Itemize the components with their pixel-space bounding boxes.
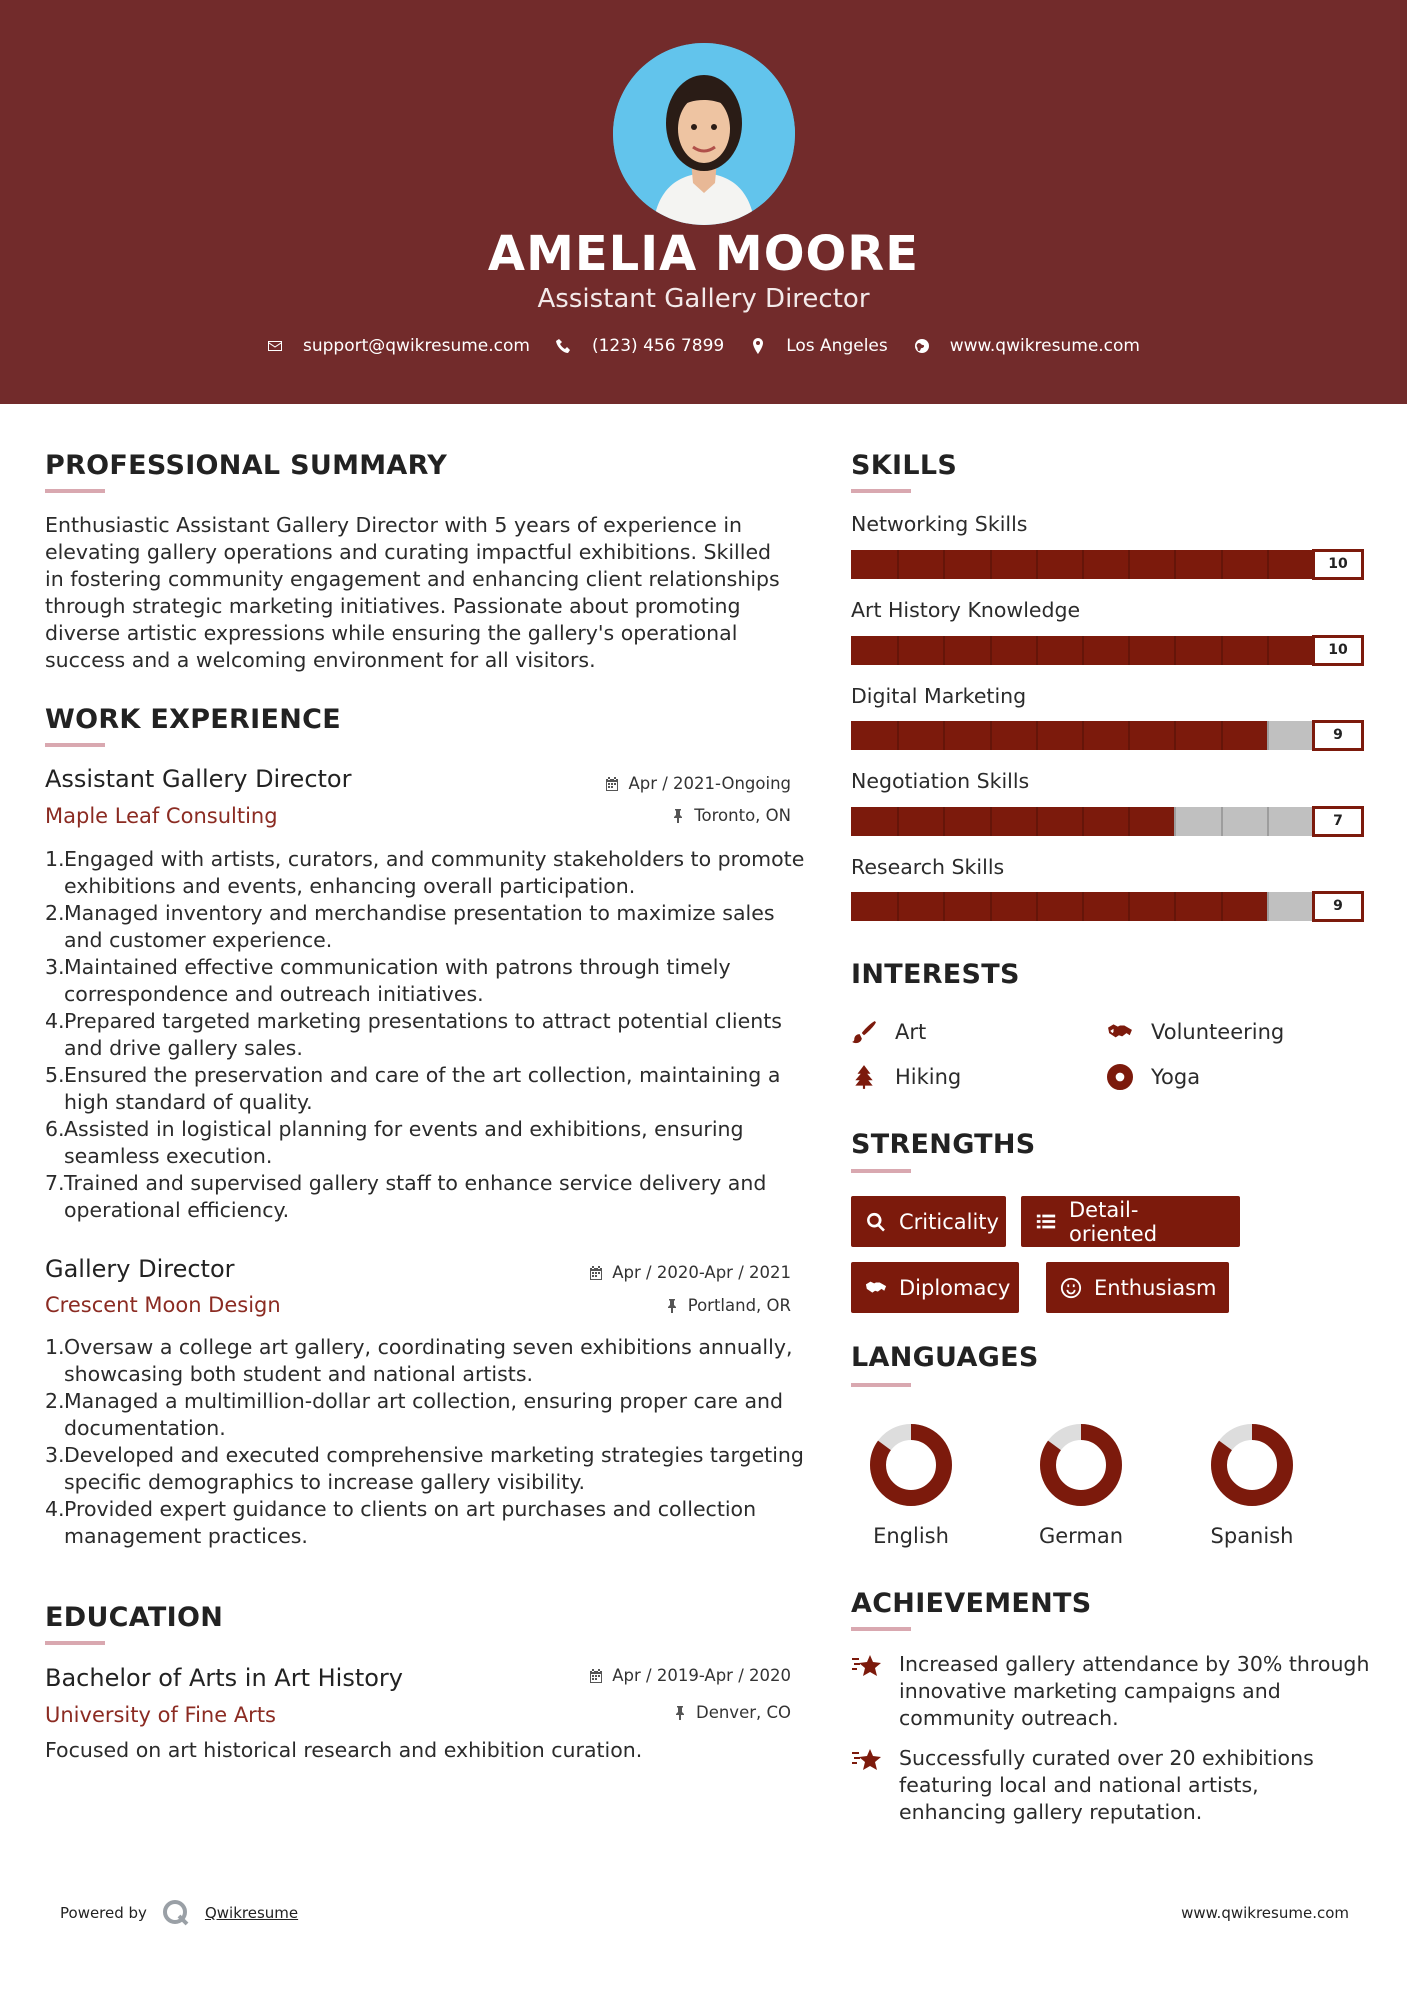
- education-date: [588, 1666, 791, 1685]
- skill-segment-divider: [897, 550, 899, 579]
- paintbrush-icon: [851, 1019, 877, 1045]
- skill-segment-divider: [943, 636, 945, 665]
- job-date-text: Apr / 2021-Ongoing: [628, 774, 791, 793]
- job-company: Maple Leaf Consulting: [45, 804, 278, 828]
- skill-segment-divider: [990, 807, 992, 836]
- pushpin-icon: [670, 808, 686, 824]
- candidate-name: AMELIA MOORE: [487, 226, 920, 282]
- job-location-text: Toronto, ON: [694, 806, 791, 825]
- skill-segment-divider: [897, 636, 899, 665]
- summary-heading: PROFESSIONAL SUMMARY: [45, 450, 448, 481]
- interest-item: Art: [851, 1019, 926, 1045]
- achievements-rule: [851, 1627, 911, 1631]
- skill-segment-divider: [1128, 721, 1130, 750]
- education-location-text: Denver, CO: [695, 1703, 791, 1722]
- skill-label: Art History Knowledge: [851, 598, 1081, 622]
- skill-fill: [851, 807, 1174, 836]
- candidate-title: Assistant Gallery Director: [537, 284, 870, 314]
- footer-url[interactable]: www.qwikresume.com: [1181, 1904, 1349, 1922]
- contact-phone[interactable]: [556, 336, 724, 356]
- calendar-icon: [588, 1265, 604, 1281]
- skill-segment-divider: [1036, 721, 1038, 750]
- powered-by-label: Powered by: [60, 1904, 147, 1922]
- skill-segment-divider: [990, 636, 992, 665]
- skill-segment-divider: [1036, 807, 1038, 836]
- lifebuoy-icon: [1107, 1064, 1133, 1090]
- skill-label: Networking Skills: [851, 512, 1028, 536]
- skill-score: 9: [1312, 891, 1364, 922]
- language-donut: [1036, 1420, 1126, 1510]
- strengths-heading: STRENGTHS: [851, 1129, 1036, 1160]
- language-donut: [866, 1420, 956, 1510]
- education-heading: EDUCATION: [45, 1602, 224, 1633]
- skill-segment-divider: [943, 550, 945, 579]
- interest-item: Hiking: [851, 1064, 961, 1090]
- job-date: [604, 774, 791, 793]
- pushpin-icon: [664, 1298, 680, 1314]
- skill-segment-divider: [1267, 636, 1269, 665]
- skill-segment-divider: [1174, 892, 1176, 921]
- skill-bar: [851, 635, 1364, 665]
- skill-fill: [851, 721, 1267, 750]
- skill-label: Research Skills: [851, 855, 1005, 879]
- skill-bar: [851, 720, 1364, 750]
- star-award-icon: [851, 1747, 883, 1777]
- list-item: 1. Oversaw a college art gallery, coordinating seven exhibitions annually, showcasing both student and national artists.: [45, 1335, 793, 1386]
- list-item: 7. Trained and supervised gallery staff to enhance service delivery and operational efficiency.: [45, 1171, 767, 1222]
- interest-item: Volunteering: [1107, 1019, 1284, 1045]
- skill-segment-divider: [1221, 636, 1223, 665]
- skill-segment-divider: [1036, 892, 1038, 921]
- job-title: Gallery Director: [45, 1255, 235, 1283]
- phone-icon: [556, 338, 572, 354]
- job-company: Crescent Moon Design: [45, 1293, 281, 1317]
- education-description: Focused on art historical research and exhibition curation.: [45, 1738, 643, 1762]
- list-item: 2. Managed a multimillion-dollar art collection, ensuring proper care and documentation.: [45, 1389, 784, 1440]
- handshake-icon: [865, 1277, 887, 1299]
- list-item: 4. Prepared targeted marketing presentations to attract potential clients and drive gallery sales.: [45, 1009, 782, 1060]
- skill-segment-divider: [990, 721, 992, 750]
- skill-score: 7: [1312, 806, 1364, 837]
- skill-segment-divider: [943, 807, 945, 836]
- skill-score: 9: [1312, 720, 1364, 751]
- list-item: 3. Maintained effective communication with patrons through timely correspondence and outreach initiatives.: [45, 955, 731, 1006]
- list-item: 6. Assisted in logistical planning for events and exhibitions, ensuring seamless execution.: [45, 1117, 744, 1168]
- strength-chip: Criticality: [851, 1196, 1006, 1247]
- strength-chip: Diplomacy: [851, 1262, 1019, 1313]
- contact-phone-text: (123) 456 7899: [591, 336, 725, 356]
- contact-email-text: support@qwikresume.com: [303, 336, 530, 356]
- skill-segment-divider: [1221, 721, 1223, 750]
- skill-label: Negotiation Skills: [851, 769, 1030, 793]
- job-date: [588, 1263, 791, 1282]
- skill-fill: [851, 892, 1267, 921]
- education-rule: [45, 1641, 105, 1645]
- experience-rule: [45, 743, 105, 747]
- job-date-text: Apr / 2020-Apr / 2021: [612, 1263, 791, 1282]
- skill-segment-divider: [1082, 550, 1084, 579]
- skill-segment-divider: [897, 807, 899, 836]
- job-location: [664, 1296, 791, 1315]
- language-label: English: [873, 1524, 949, 1548]
- contact-location-text: Los Angeles: [786, 336, 888, 356]
- skill-segment-divider: [897, 721, 899, 750]
- skill-segment-divider: [1267, 550, 1269, 579]
- language-item: [1187, 1420, 1317, 1548]
- skill-segment-divider: [1221, 807, 1223, 836]
- calendar-icon: [588, 1668, 604, 1684]
- skill-segment-divider: [1082, 721, 1084, 750]
- contact-email[interactable]: [267, 336, 530, 356]
- skill-segment-divider: [1174, 807, 1176, 836]
- skill-segment-divider: [990, 892, 992, 921]
- list-item: 3. Developed and executed comprehensive marketing strategies targeting specific demographics to increase gallery visibility.: [45, 1443, 804, 1494]
- summary-text: Enthusiastic Assistant Gallery Director with 5 years of experience in elevating gallery operations and curating impactful exhibitions. Skilled in fostering community engagement and enhancing client relationships through strategic marketing initiatives. Passionate about promoting diverse artistic expressions while ensuring the gallery's operational success and a welcoming environment for all visitors.: [45, 513, 780, 672]
- star-award-icon: [851, 1653, 883, 1683]
- language-item: [846, 1420, 976, 1548]
- skill-segment-divider: [1128, 636, 1130, 665]
- job-title: Assistant Gallery Director: [45, 765, 352, 793]
- strength-chip: Detail-oriented: [1021, 1196, 1240, 1247]
- skill-segment-divider: [1128, 550, 1130, 579]
- profile-photo: [613, 43, 795, 225]
- list-item: 5. Ensured the preservation and care of the art collection, maintaining a high standard of quality.: [45, 1063, 781, 1114]
- skills-rule: [851, 489, 911, 493]
- map-marker-icon: [750, 338, 766, 354]
- skill-segment-divider: [1128, 807, 1130, 836]
- list-item: 4. Provided expert guidance to clients on art purchases and collection management practices.: [45, 1497, 757, 1548]
- contact-location: [750, 336, 888, 356]
- skill-score: 10: [1312, 635, 1364, 666]
- skill-label: Digital Marketing: [851, 684, 1027, 708]
- job-location: [670, 806, 791, 825]
- job-bullets: [45, 846, 805, 1224]
- list-item: 1. Engaged with artists, curators, and community stakeholders to promote exhibitions and events, enhancing overall participation.: [45, 847, 805, 898]
- job-location-text: Portland, OR: [687, 1296, 791, 1315]
- footer-powered-by: [60, 1898, 298, 1928]
- tree-icon: [851, 1064, 877, 1090]
- globe-icon: [914, 338, 930, 354]
- language-item: [1016, 1420, 1146, 1548]
- achievement-item: Increased gallery attendance by 30% through innovative marketing campaigns and community outreach.: [851, 1651, 1371, 1732]
- skill-segment-divider: [943, 892, 945, 921]
- skill-segment-divider: [897, 892, 899, 921]
- skill-segment-divider: [1221, 892, 1223, 921]
- skill-bar: [851, 891, 1364, 921]
- brand-link[interactable]: Qwikresume: [204, 1904, 299, 1922]
- skill-segment-divider: [1174, 636, 1176, 665]
- language-donut: [1207, 1420, 1297, 1510]
- languages-rule: [851, 1383, 911, 1387]
- search-icon: [865, 1211, 887, 1233]
- skill-segment-divider: [1082, 636, 1084, 665]
- skill-segment-divider: [1082, 807, 1084, 836]
- strength-chip: Enthusiasm: [1046, 1262, 1229, 1313]
- skill-segment-divider: [1128, 892, 1130, 921]
- achievements-heading: ACHIEVEMENTS: [851, 1588, 1092, 1619]
- skill-segment-divider: [990, 550, 992, 579]
- school-name: University of Fine Arts: [45, 1703, 276, 1727]
- contact-bar: [0, 336, 1407, 356]
- skill-segment-divider: [943, 721, 945, 750]
- language-label: German: [1038, 1524, 1124, 1548]
- skills-heading: SKILLS: [851, 450, 958, 481]
- skill-segment-divider: [1267, 807, 1269, 836]
- skill-segment-divider: [1082, 892, 1084, 921]
- languages-heading: LANGUAGES: [851, 1342, 1039, 1373]
- smile-icon: [1060, 1277, 1082, 1299]
- skill-segment-divider: [1036, 636, 1038, 665]
- skill-segment-divider: [1267, 721, 1269, 750]
- job-bullets: [45, 1334, 805, 1550]
- skill-segment-divider: [1267, 892, 1269, 921]
- resume-header: [0, 0, 1407, 404]
- skill-segment-divider: [1221, 550, 1223, 579]
- achievement-item: Successfully curated over 20 exhibitions featuring local and national artists, enhancing gallery reputation.: [851, 1745, 1371, 1826]
- interests-heading: INTERESTS: [851, 959, 1020, 990]
- education-date-text: Apr / 2019-Apr / 2020: [612, 1666, 791, 1685]
- summary-rule: [45, 489, 105, 493]
- education-location: [672, 1703, 791, 1722]
- skill-segment-divider: [1174, 721, 1176, 750]
- handshake-icon: [1107, 1019, 1133, 1045]
- list-icon: [1035, 1211, 1057, 1233]
- envelope-icon: [267, 338, 283, 354]
- degree-title: Bachelor of Arts in Art History: [45, 1664, 403, 1692]
- skill-segment-divider: [1174, 550, 1176, 579]
- skill-segment-divider: [1036, 550, 1038, 579]
- calendar-icon: [604, 776, 620, 792]
- language-label: Spanish: [1210, 1524, 1294, 1548]
- avatar: [613, 43, 795, 225]
- strengths-rule: [851, 1169, 911, 1173]
- qwikresume-logo-icon: [161, 1898, 191, 1928]
- pushpin-icon: [672, 1705, 688, 1721]
- skill-bar: [851, 549, 1364, 579]
- experience-heading: WORK EXPERIENCE: [45, 704, 341, 735]
- contact-website-text: www.qwikresume.com: [949, 336, 1140, 356]
- contact-website[interactable]: [914, 336, 1140, 356]
- interest-item: Yoga: [1107, 1064, 1200, 1090]
- list-item: 2. Managed inventory and merchandise presentation to maximize sales and customer experience.: [45, 901, 775, 952]
- skill-bar: [851, 806, 1364, 836]
- skill-score: 10: [1312, 549, 1364, 580]
